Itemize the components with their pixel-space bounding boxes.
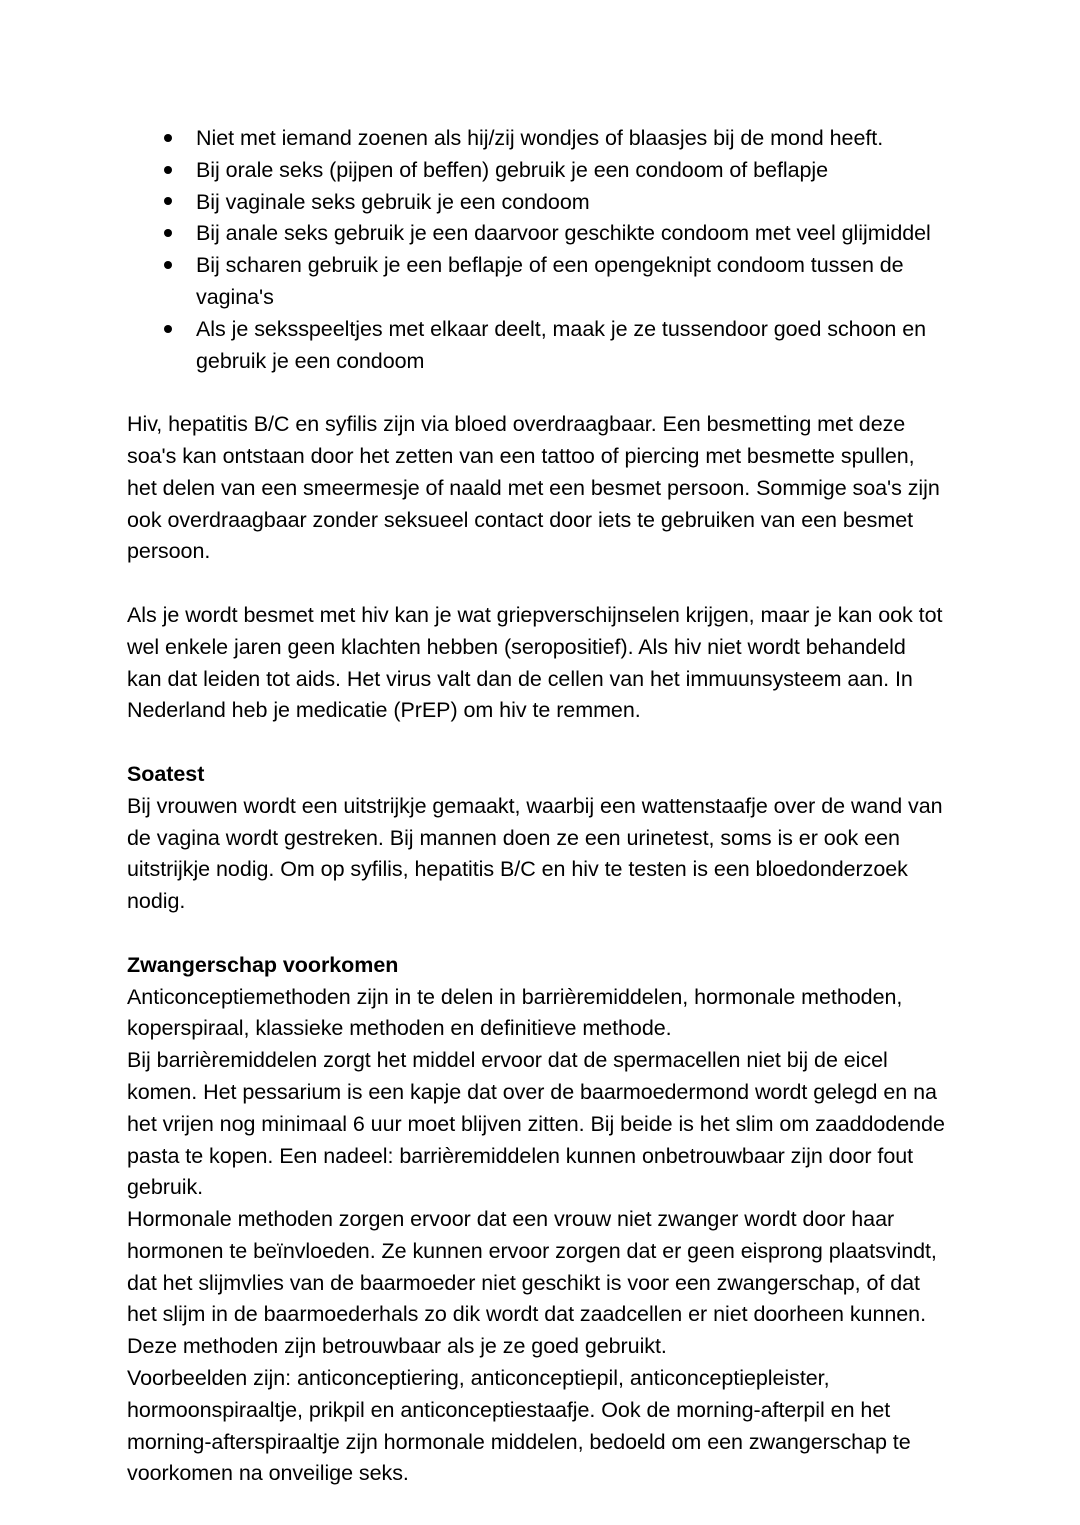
soatest-heading: Soatest [127, 761, 205, 786]
list-item-text: Bij vaginale seks gebruik je een condoom [196, 189, 590, 214]
blood-transmission-paragraph: Hiv, hepatitis B/C en syfilis zijn via bloed overdraagbaar. Een besmetting met deze soa's kan ontstaan door het zetten van een tattoo of piercing met besmette spullen, het delen van een smeermesje of naald met een besmet persoon. Sommige soa's zijn ook overdraagbaar zonder seksueel contact door iets te gebruiken van een besmet persoon. [127, 412, 940, 564]
pregnancy-prevention-section [127, 950, 945, 1491]
list-item-text: Niet met iemand zoenen als hij/zij wondjes of blaasjes bij de mond heeft. [196, 126, 884, 150]
list-item-text: Als je seksspeeltjes met elkaar deelt, maak je ze tussendoor goed schoon en gebruik je een condoom [196, 316, 927, 373]
bullet-icon [162, 314, 174, 346]
soatest-paragraph: Bij vrouwen wordt een uitstrijkje gemaakt, waarbij een wattenstaafje over de wand van de vagina wordt gestreken. Bij mannen doen ze een urinetest, soms is er ook een uitstrijkje nodig. Om op syfilis, hepatitis B/C en hiv te testen is een bloedonderzoek nodig. [127, 793, 943, 914]
barrier-methods-paragraph: Bij barrièremiddelen zorgt het middel ervoor dat de spermacellen niet bij de eicel komen. Het pessarium is een kapje dat over de baarmoedermond wordt gelegd en na het vrijen nog minimaal 6 uur moet blijven zitten. Bij beide is het slim om zaaddodende pasta te kopen. Een nadeel: barrièremiddelen kunnen onbetrouwbaar zijn door fout gebruik. [127, 1048, 945, 1200]
bullet-icon [162, 187, 174, 219]
list-item [127, 250, 945, 314]
soatest-section [127, 759, 945, 918]
hormonal-methods-paragraph: Hormonale methoden zorgen ervoor dat een vrouw niet zwanger wordt door haar hormonen te beïnvloeden. Ze kunnen ervoor zorgen dat er geen eisprong plaatsvindt, dat het slijmvlies van de baarmoeder niet geschikt is voor een zwangerschap, of dat het slijm in de baarmoederhals zo dik wordt dat zaadcellen er niet doorheen kunnen. Deze methoden zijn betrouwbaar als je ze goed gebruikt. [127, 1207, 937, 1359]
document-body [127, 123, 945, 1490]
safe-sex-bullet-list [127, 123, 945, 377]
list-item-text: Bij anale seks gebruik je een daarvoor geschikte condoom met veel glijmiddel [196, 221, 931, 246]
list-item-text: Bij scharen gebruik je een beflapje of een opengeknipt condoom tussen de vagina's [196, 253, 904, 309]
bullet-icon [162, 250, 174, 282]
bullet-icon [162, 155, 174, 187]
list-item [127, 155, 945, 187]
list-item [127, 218, 945, 250]
pregnancy-prevention-heading: Zwangerschap voorkomen [127, 952, 399, 977]
list-item-text: Bij orale seks (pijpen of beffen) gebruik je een condoom of beflapje [196, 157, 829, 182]
hiv-paragraph: Als je wordt besmet met hiv kan je wat griepverschijnselen krijgen, maar je kan ook tot wel enkele jaren geen klachten hebben (seropositief). Als hiv niet wordt behandeld kan dat leiden tot aids. Het virus valt dan de cellen van het immuunsysteem aan. In Nederland heb je medicatie (PrEP) om hiv te remmen. [127, 602, 943, 723]
hormonal-examples-paragraph: Voorbeelden zijn: anticonceptiering, anticonceptiepil, anticonceptiepleister, hormoonspiraaltje, prikpil en anticonceptiestaafje. Ook de morning-afterpil en het morning-afterspiraaltje zijn hormonale middelen, bedoeld om een zwangerschap te voorkomen na onveilige seks. [127, 1366, 911, 1486]
list-item [127, 187, 945, 219]
list-item [127, 314, 945, 378]
bullet-icon [162, 123, 174, 155]
list-item [127, 123, 945, 155]
bullet-icon [162, 218, 174, 250]
contraception-overview-paragraph: Anticonceptiemethoden zijn in te delen in barrièremiddelen, hormonale methoden, koperspiraal, klassieke methoden en definitieve methode. [127, 984, 903, 1041]
